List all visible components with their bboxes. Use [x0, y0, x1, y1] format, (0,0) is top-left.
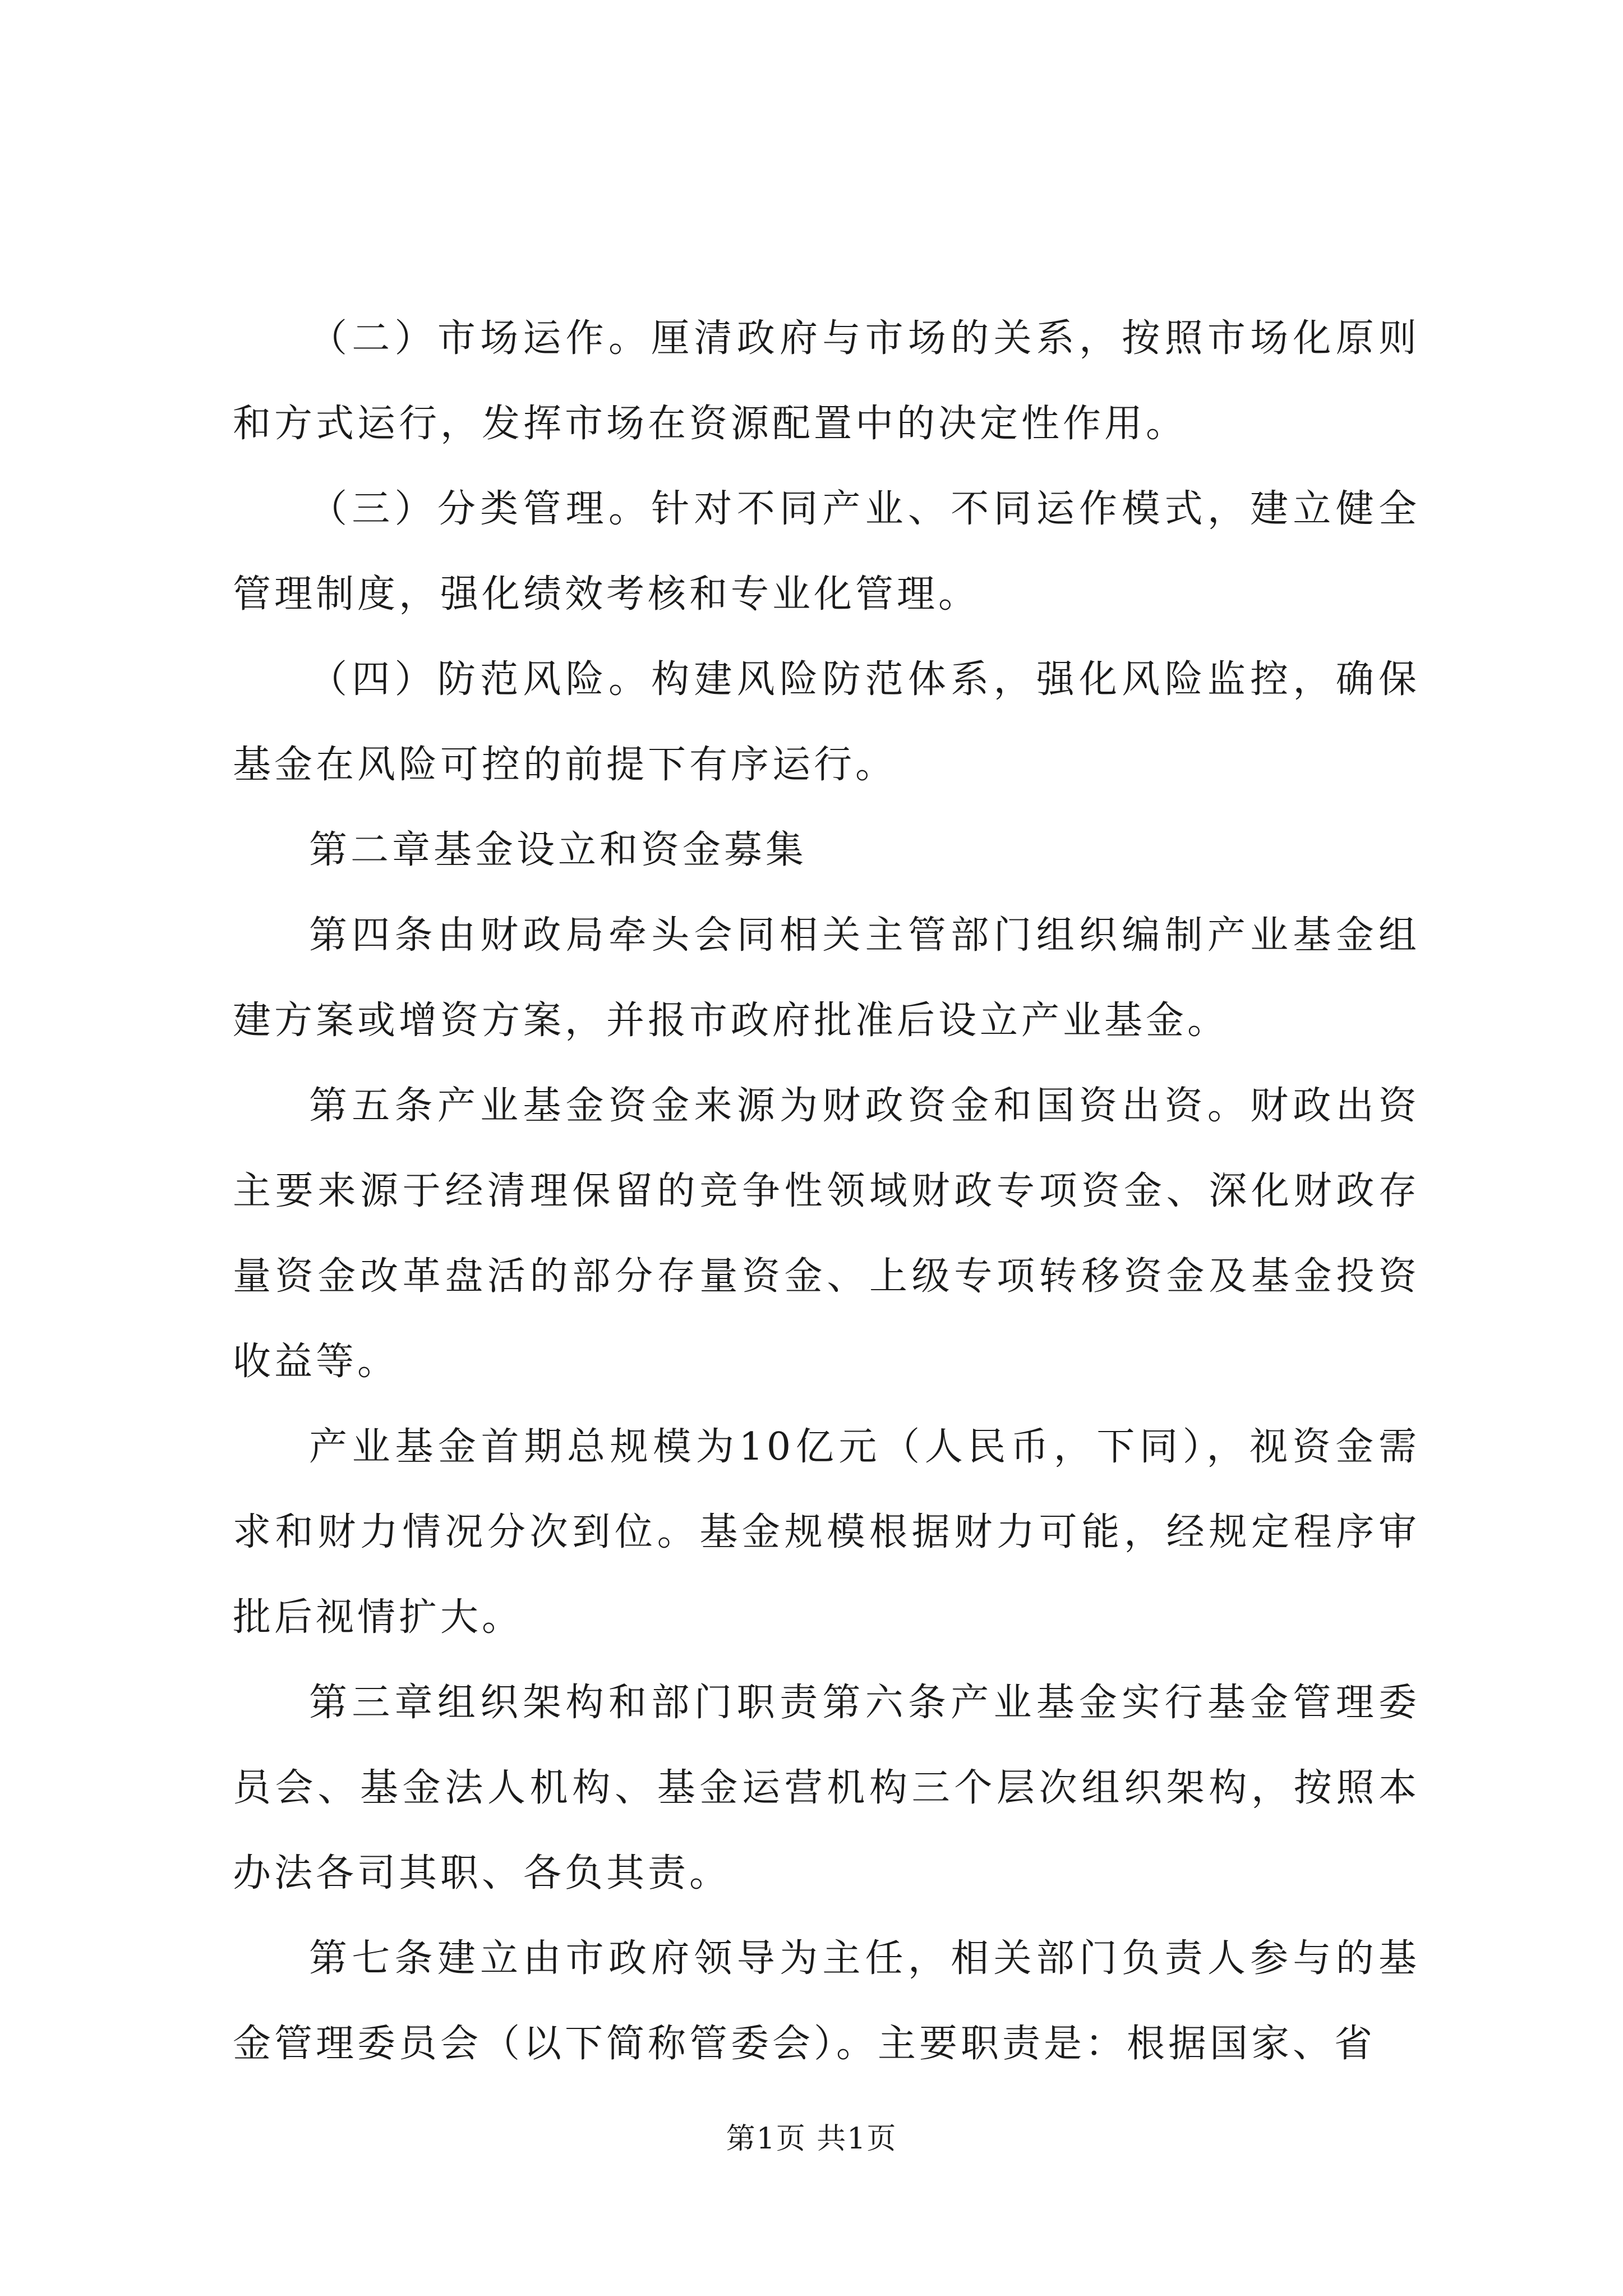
paragraph-fund-scale: 产业基金首期总规模为10亿元（人民币，下同），视资金需求和财力情况分次到位。基金规模根据财力可能，经规定程序审批后视情扩大。	[233, 1425, 1420, 1640]
chapter-two-heading: 第二章基金设立和资金募集	[309, 828, 808, 872]
paragraph-article-four: 第四条由财政局牵头会同相关主管部门组织编制产业基金组建方案或增资方案，并报市政府批准后设立产业基金。	[233, 913, 1420, 1043]
paragraph-article-seven: 第七条建立由市政府领导为主任，相关部门负责人参与的基金管理委员会（以下简称管委会）。主要职责是：根据国家、省	[233, 1936, 1420, 2066]
paragraph-market-operation: （二）市场运作。厘清政府与市场的关系，按照市场化原则和方式运行，发挥市场在资源配置中的决定性作用。	[233, 316, 1420, 446]
document-body	[233, 296, 1420, 2087]
paragraph-article-five: 第五条产业基金资金来源为财政资金和国资出资。财政出资主要来源于经清理保留的竞争性领域财政专项资金、深化财政存量资金改革盘活的部分存量资金、上级专项转移资金及基金投资收益等。	[233, 1084, 1420, 1384]
paragraph-classified-management: （三）分类管理。针对不同产业、不同运作模式，建立健全管理制度，强化绩效考核和专业化管理。	[233, 487, 1420, 616]
paragraph-chapter-three-article-six: 第三章组织架构和部门职责第六条产业基金实行基金管理委员会、基金法人机构、基金运营机构三个层次组织架构，按照本办法各司其职、各负其责。	[233, 1681, 1420, 1895]
paragraph-risk-prevention: （四）防范风险。构建风险防范体系，强化风险监控，确保基金在风险可控的前提下有序运行。	[233, 657, 1420, 787]
page-number-footer: 第1页 共1页	[726, 2122, 897, 2156]
